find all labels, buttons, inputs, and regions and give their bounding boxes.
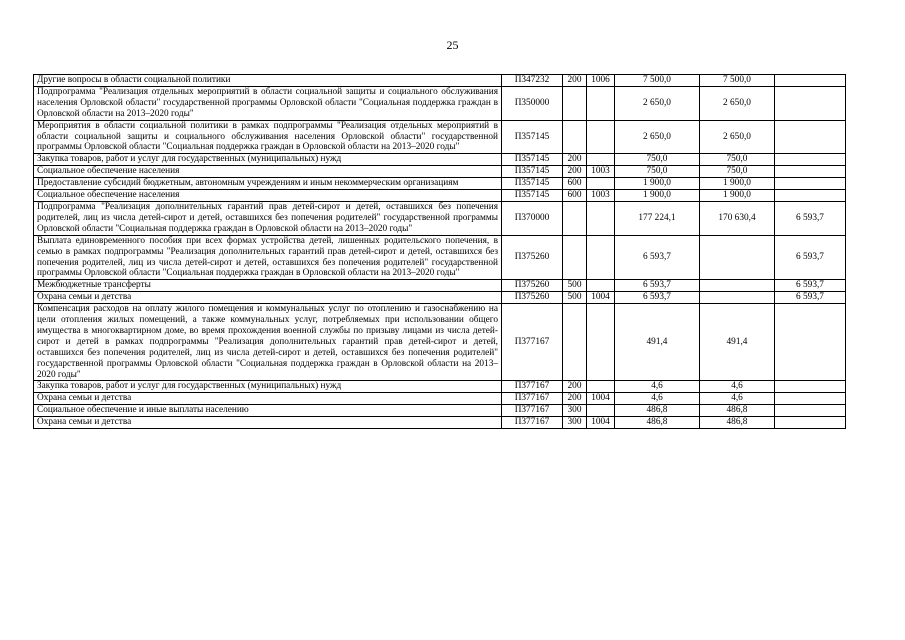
row-name-cell: Подпрограмма "Реализация дополнительных гарантий прав детей-сирот и детей, оставшихся без попечения родителей, лиц из числа детей-сирот и детей, оставшихся без попечения родителей" государственной программы Орловской области "Социальная поддержка граждан в Орловской области на 2013–2020 годы" (34, 201, 502, 235)
regional-amount-cell: 750,0 (700, 166, 775, 178)
expense-type-cell (563, 201, 587, 235)
section-cell: 1003 (587, 166, 615, 178)
target-article-cell: П377167 (502, 381, 563, 393)
table-row (34, 86, 846, 120)
total-amount-cell: 4,6 (615, 393, 700, 405)
section-cell (587, 381, 615, 393)
table-row (34, 120, 846, 154)
regional-amount-cell: 491,4 (700, 304, 775, 381)
regional-amount-cell: 4,6 (700, 381, 775, 393)
target-article-cell: П347232 (502, 75, 563, 87)
table-row (34, 381, 846, 393)
row-name-cell: Межбюджетные трансферты (34, 280, 502, 292)
target-article-cell: П375260 (502, 292, 563, 304)
federal-amount-cell (775, 154, 846, 166)
table-row (34, 304, 846, 381)
row-name-cell: Закупка товаров, работ и услуг для государственных (муниципальных) нужд (34, 381, 502, 393)
total-amount-cell: 2 650,0 (615, 86, 700, 120)
federal-amount-cell (775, 393, 846, 405)
row-name-cell: Закупка товаров, работ и услуг для государственных (муниципальных) нужд (34, 154, 502, 166)
total-amount-cell: 2 650,0 (615, 120, 700, 154)
row-name-cell: Другие вопросы в области социальной политики (34, 75, 502, 87)
total-amount-cell: 6 593,7 (615, 235, 700, 280)
table-row (34, 280, 846, 292)
target-article-cell: П350000 (502, 86, 563, 120)
section-cell: 1004 (587, 417, 615, 429)
expense-type-cell: 600 (563, 190, 587, 202)
federal-amount-cell (775, 166, 846, 178)
target-article-cell: П377167 (502, 393, 563, 405)
federal-amount-cell (775, 417, 846, 429)
federal-amount-cell: 6 593,7 (775, 292, 846, 304)
target-article-cell: П377167 (502, 405, 563, 417)
regional-amount-cell: 486,8 (700, 405, 775, 417)
section-cell (587, 120, 615, 154)
expense-type-cell: 500 (563, 292, 587, 304)
expense-type-cell: 200 (563, 154, 587, 166)
federal-amount-cell (775, 120, 846, 154)
target-article-cell: П375260 (502, 280, 563, 292)
federal-amount-cell (775, 178, 846, 190)
expense-type-cell: 200 (563, 393, 587, 405)
table-row (34, 235, 846, 280)
section-cell: 1004 (587, 393, 615, 405)
section-cell (587, 201, 615, 235)
expense-type-cell (563, 120, 587, 154)
total-amount-cell: 7 500,0 (615, 75, 700, 87)
table-row (34, 178, 846, 190)
regional-amount-cell: 4,6 (700, 393, 775, 405)
row-name-cell: Мероприятия в области социальной политики в рамках подпрограммы "Реализация отдельных мероприятий в области социальной защиты и социального обслуживания населения Орловской области" государственной программы Орловской области "Социальная поддержка граждан в Орловской области на 2013–2020 годы" (34, 120, 502, 154)
row-name-cell: Компенсация расходов на оплату жилого помещения и коммунальных услуг по отоплению и газоснабжению на цели отопления жилых помещений, а также коммунальных услуг, потребляемых при использовании общего имущества в многоквартирном доме, во время прохождения военной службы по призыву лицами из числа детей-сирот и детей в рамках подпрограммы "Реализация дополнительных гарантий прав детей-сирот и детей, оставшихся без попечения родителей, лиц из числа детей-сирот и детей, оставшихся без попечения родителей" государственной программы Орловской области "Социальная поддержка граждан в Орловской области на 2013–2020 годы" (34, 304, 502, 381)
section-cell (587, 86, 615, 120)
table-row (34, 417, 846, 429)
page-number: 25 (446, 38, 459, 52)
regional-amount-cell: 170 630,4 (700, 201, 775, 235)
federal-amount-cell (775, 190, 846, 202)
federal-amount-cell: 6 593,7 (775, 235, 846, 280)
target-article-cell: П375260 (502, 235, 563, 280)
section-cell: 1004 (587, 292, 615, 304)
federal-amount-cell (775, 381, 846, 393)
row-name-cell: Социальное обеспечение населения (34, 190, 502, 202)
regional-amount-cell: 1 900,0 (700, 178, 775, 190)
row-name-cell: Охрана семьи и детства (34, 393, 502, 405)
expense-type-cell: 200 (563, 75, 587, 87)
total-amount-cell: 1 900,0 (615, 178, 700, 190)
budget-table-body (34, 75, 846, 429)
target-article-cell: П357145 (502, 190, 563, 202)
regional-amount-cell (700, 292, 775, 304)
target-article-cell: П357145 (502, 166, 563, 178)
expense-type-cell: 300 (563, 417, 587, 429)
total-amount-cell: 6 593,7 (615, 292, 700, 304)
total-amount-cell: 750,0 (615, 166, 700, 178)
regional-amount-cell: 750,0 (700, 154, 775, 166)
regional-amount-cell (700, 235, 775, 280)
table-row (34, 154, 846, 166)
section-cell (587, 280, 615, 292)
total-amount-cell: 4,6 (615, 381, 700, 393)
section-cell (587, 178, 615, 190)
regional-amount-cell: 2 650,0 (700, 86, 775, 120)
expense-type-cell: 200 (563, 166, 587, 178)
row-name-cell: Охрана семьи и детства (34, 417, 502, 429)
federal-amount-cell: 6 593,7 (775, 280, 846, 292)
section-cell (587, 154, 615, 166)
section-cell (587, 235, 615, 280)
expense-type-cell: 300 (563, 405, 587, 417)
regional-amount-cell: 1 900,0 (700, 190, 775, 202)
table-row (34, 405, 846, 417)
target-article-cell: П357145 (502, 178, 563, 190)
expense-type-cell: 500 (563, 280, 587, 292)
total-amount-cell: 486,8 (615, 417, 700, 429)
table-row (34, 190, 846, 202)
target-article-cell: П370000 (502, 201, 563, 235)
total-amount-cell: 177 224,1 (615, 201, 700, 235)
table-row (34, 75, 846, 87)
federal-amount-cell (775, 75, 846, 87)
table-row (34, 292, 846, 304)
total-amount-cell: 491,4 (615, 304, 700, 381)
target-article-cell: П357145 (502, 154, 563, 166)
regional-amount-cell: 486,8 (700, 417, 775, 429)
section-cell: 1003 (587, 190, 615, 202)
table-row (34, 201, 846, 235)
section-cell (587, 304, 615, 381)
expense-type-cell (563, 86, 587, 120)
row-name-cell: Выплата единовременного пособия при всех формах устройства детей, лишенных родительского попечения, в семью в рамках подпрограммы "Реализация дополнительных гарантий прав детей-сирот и детей, оставшихся без попечения родителей, лиц из числа детей-сирот и детей, оставшихся без попечения родителей" государственной программы Орловской области "Социальная поддержка граждан в Орловской области на 2013–2020 годы" (34, 235, 502, 280)
total-amount-cell: 750,0 (615, 154, 700, 166)
regional-amount-cell (700, 280, 775, 292)
row-name-cell: Подпрограмма "Реализация отдельных мероприятий в области социальной защиты и социального обслуживания населения Орловской области" государственной программы Орловской области "Социальная поддержка граждан в Орловской области на 2013–2020 годы" (34, 86, 502, 120)
federal-amount-cell (775, 405, 846, 417)
row-name-cell: Социальное обеспечение населения (34, 166, 502, 178)
row-name-cell: Предоставление субсидий бюджетным, автономным учреждениям и иным некоммерческим организациям (34, 178, 502, 190)
expense-type-cell (563, 304, 587, 381)
expense-type-cell (563, 235, 587, 280)
target-article-cell: П377167 (502, 417, 563, 429)
row-name-cell: Охрана семьи и детства (34, 292, 502, 304)
table-row (34, 393, 846, 405)
total-amount-cell: 6 593,7 (615, 280, 700, 292)
target-article-cell: П357145 (502, 120, 563, 154)
target-article-cell: П377167 (502, 304, 563, 381)
row-name-cell: Социальное обеспечение и иные выплаты населению (34, 405, 502, 417)
budget-table (33, 74, 846, 429)
expense-type-cell: 200 (563, 381, 587, 393)
federal-amount-cell (775, 304, 846, 381)
table-row (34, 166, 846, 178)
section-cell (587, 405, 615, 417)
federal-amount-cell: 6 593,7 (775, 201, 846, 235)
federal-amount-cell (775, 86, 846, 120)
regional-amount-cell: 2 650,0 (700, 120, 775, 154)
section-cell: 1006 (587, 75, 615, 87)
total-amount-cell: 1 900,0 (615, 190, 700, 202)
regional-amount-cell: 7 500,0 (700, 75, 775, 87)
expense-type-cell: 600 (563, 178, 587, 190)
total-amount-cell: 486,8 (615, 405, 700, 417)
